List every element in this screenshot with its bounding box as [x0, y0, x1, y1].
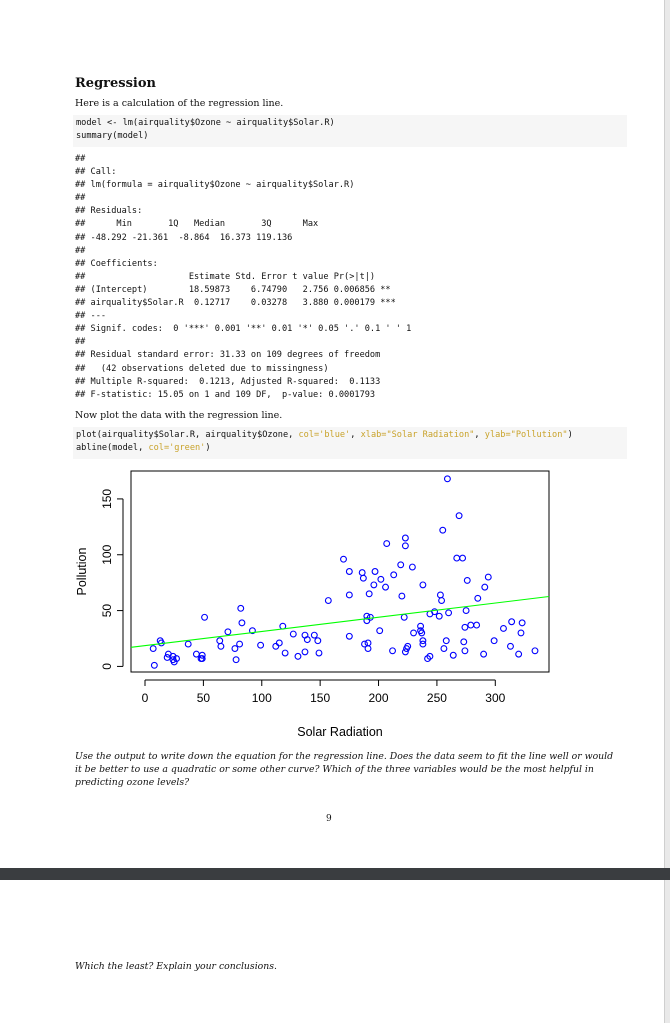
- y-tick-label: 50: [100, 603, 114, 618]
- regression-line: [131, 597, 549, 648]
- data-point: [501, 626, 507, 632]
- data-point: [360, 575, 366, 581]
- data-point: [462, 648, 468, 654]
- y-axis-label: Pollution: [75, 547, 89, 596]
- data-point: [402, 649, 408, 655]
- plot-frame: [131, 471, 549, 672]
- question-text: Use the output to write down the equation for the regression line. Does the data seem to fit the line well or would it be better to use a quadratic or some other curve? Which of the three variables would be the most helpful in predicting ozone levels?: [75, 751, 614, 788]
- plot-intro-text: Now plot the data with the regression line.: [75, 410, 283, 421]
- output-line: ## -48.292 -21.361 -8.864 16.373 119.136: [75, 232, 293, 243]
- data-point: [359, 570, 365, 576]
- data-point: [460, 555, 466, 561]
- intro-text: Here is a calculation of the regression line.: [75, 98, 284, 109]
- data-point: [378, 576, 384, 582]
- data-point: [532, 648, 538, 654]
- data-point: [516, 651, 522, 657]
- x-tick-label: 200: [368, 691, 389, 705]
- data-point: [445, 476, 451, 482]
- data-point: [436, 613, 442, 619]
- code-string: xlab="Solar Radiation": [360, 430, 475, 440]
- y-tick-label: 100: [100, 544, 114, 565]
- data-point: [391, 572, 397, 578]
- code-string: ylab="Pollution": [484, 430, 568, 440]
- data-point: [282, 650, 288, 656]
- data-point: [441, 646, 447, 652]
- data-point: [438, 592, 444, 598]
- data-point: [443, 638, 449, 644]
- data-point: [399, 593, 405, 599]
- data-point: [325, 598, 331, 604]
- data-point: [468, 622, 474, 628]
- code-block-model: [73, 115, 627, 147]
- data-point: [202, 614, 208, 620]
- data-point: [402, 543, 408, 549]
- data-point: [450, 652, 456, 658]
- data-point: [258, 642, 264, 648]
- data-point: [420, 582, 426, 588]
- data-point: [346, 569, 352, 575]
- output-line: ## Coefficients:: [75, 258, 158, 269]
- code-string: col='green': [148, 443, 206, 453]
- data-point: [464, 578, 470, 584]
- code-text: abline(model,: [76, 443, 149, 453]
- page-separator: [0, 868, 670, 880]
- data-point: [454, 555, 460, 561]
- data-point: [427, 611, 433, 617]
- data-point: [463, 608, 469, 614]
- data-point: [233, 657, 239, 663]
- data-point: [518, 630, 524, 636]
- output-line: ##: [75, 337, 86, 348]
- data-point: [519, 620, 525, 626]
- data-point: [311, 632, 317, 638]
- code-text: ): [567, 430, 573, 440]
- data-point: [474, 622, 480, 628]
- data-point: [409, 564, 415, 570]
- section-title: Regression: [75, 76, 156, 91]
- data-point: [346, 633, 352, 639]
- output-line: ##: [75, 245, 86, 256]
- data-point: [295, 653, 301, 659]
- data-point: [372, 569, 378, 575]
- output-line: ## F-statistic: 15.05 on 1 and 109 DF, p-value: 0.0001793: [75, 389, 376, 400]
- page-number: 9: [326, 814, 332, 824]
- r-output-summary: [75, 153, 411, 402]
- data-point: [164, 655, 170, 661]
- data-point: [151, 662, 157, 668]
- data-point: [316, 650, 322, 656]
- code-text: plot(airquality$Solar.R, airquality$Ozone,: [76, 430, 299, 440]
- data-point: [290, 631, 296, 637]
- data-point: [218, 643, 224, 649]
- data-point: [461, 639, 467, 645]
- code-line: model <- lm(airquality$Ozone ~ airquality$Solar.R): [76, 118, 335, 128]
- data-point: [185, 641, 191, 647]
- data-point: [238, 605, 244, 611]
- data-point: [398, 562, 404, 568]
- data-point: [491, 638, 497, 644]
- data-point: [239, 620, 245, 626]
- data-point: [390, 648, 396, 654]
- output-line: ## airquality$Solar.R 0.12717 0.03278 3.880 0.000179 ***: [75, 298, 396, 309]
- data-point: [346, 592, 352, 598]
- x-tick-label: 0: [141, 691, 149, 705]
- data-point: [341, 556, 347, 562]
- data-point: [273, 643, 279, 649]
- output-line: ## Residuals:: [75, 206, 143, 217]
- data-point: [482, 584, 488, 590]
- data-point: [401, 614, 407, 620]
- data-point: [225, 629, 231, 635]
- code-block-plot: [73, 427, 627, 459]
- data-point: [509, 619, 515, 625]
- data-point: [366, 591, 372, 597]
- output-line: ## (42 observations deleted due to missingness): [75, 363, 329, 374]
- data-point: [365, 640, 371, 646]
- output-line: ## Multiple R-squared: 0.1213, Adjusted R-squared: 0.1133: [75, 376, 381, 387]
- code-text: ): [205, 443, 211, 453]
- page2-question-text: Which the least? Explain your conclusions.: [75, 961, 277, 972]
- data-point: [481, 651, 487, 657]
- y-tick-label: 0: [100, 663, 114, 670]
- output-line: ## Estimate Std. Error t value Pr(>|t|): [75, 271, 376, 282]
- x-tick-label: 250: [426, 691, 447, 705]
- code-string: col='blue': [298, 430, 351, 440]
- data-point: [232, 646, 238, 652]
- data-point: [276, 640, 282, 646]
- data-point: [456, 513, 462, 519]
- data-point: [383, 584, 389, 590]
- code-text: ,: [474, 430, 485, 440]
- output-line: ## Signif. codes: 0 '***' 0.001 '**' 0.01 '*' 0.05 '.' 0.1 ' ' 1: [75, 324, 412, 335]
- data-point: [217, 638, 223, 644]
- code-line: summary(model): [76, 131, 149, 141]
- output-line: ## Residual standard error: 31.33 on 109 degrees of freedom: [75, 350, 381, 361]
- data-point: [508, 643, 514, 649]
- data-point: [237, 641, 243, 647]
- output-line: ##: [75, 193, 86, 204]
- data-point: [440, 527, 446, 533]
- output-line: ## (Intercept) 18.59873 6.74790 2.756 0.006856 **: [75, 284, 391, 295]
- data-point: [402, 535, 408, 541]
- data-point: [446, 610, 452, 616]
- code-text: ,: [350, 430, 361, 440]
- data-point: [362, 641, 368, 647]
- data-point: [485, 574, 491, 580]
- data-point: [377, 628, 383, 634]
- data-point: [411, 630, 417, 636]
- data-point: [315, 638, 321, 644]
- data-point: [367, 614, 373, 620]
- y-tick-label: 150: [100, 488, 114, 509]
- data-point: [302, 649, 308, 655]
- scatter-plot: [0, 462, 670, 747]
- x-tick-label: 50: [196, 691, 211, 705]
- data-point: [439, 598, 445, 604]
- data-point: [165, 651, 171, 657]
- output-line: ## lm(formula = airquality$Ozone ~ airquality$Solar.R): [75, 180, 355, 191]
- data-point: [193, 651, 199, 657]
- data-point: [462, 624, 468, 630]
- data-point: [371, 582, 377, 588]
- data-point: [150, 646, 156, 652]
- data-point: [384, 541, 390, 547]
- x-axis-label: Solar Radiation: [297, 725, 383, 739]
- output-line: ## Call:: [75, 167, 117, 178]
- x-tick-label: 150: [310, 691, 331, 705]
- output-line: ## Min 1Q Median 3Q Max: [75, 219, 319, 230]
- data-point: [475, 595, 481, 601]
- x-tick-label: 100: [251, 691, 272, 705]
- output-line: ##: [75, 154, 86, 164]
- output-line: ## ---: [75, 311, 107, 322]
- document-page-10: [0, 880, 664, 1023]
- x-tick-label: 300: [485, 691, 506, 705]
